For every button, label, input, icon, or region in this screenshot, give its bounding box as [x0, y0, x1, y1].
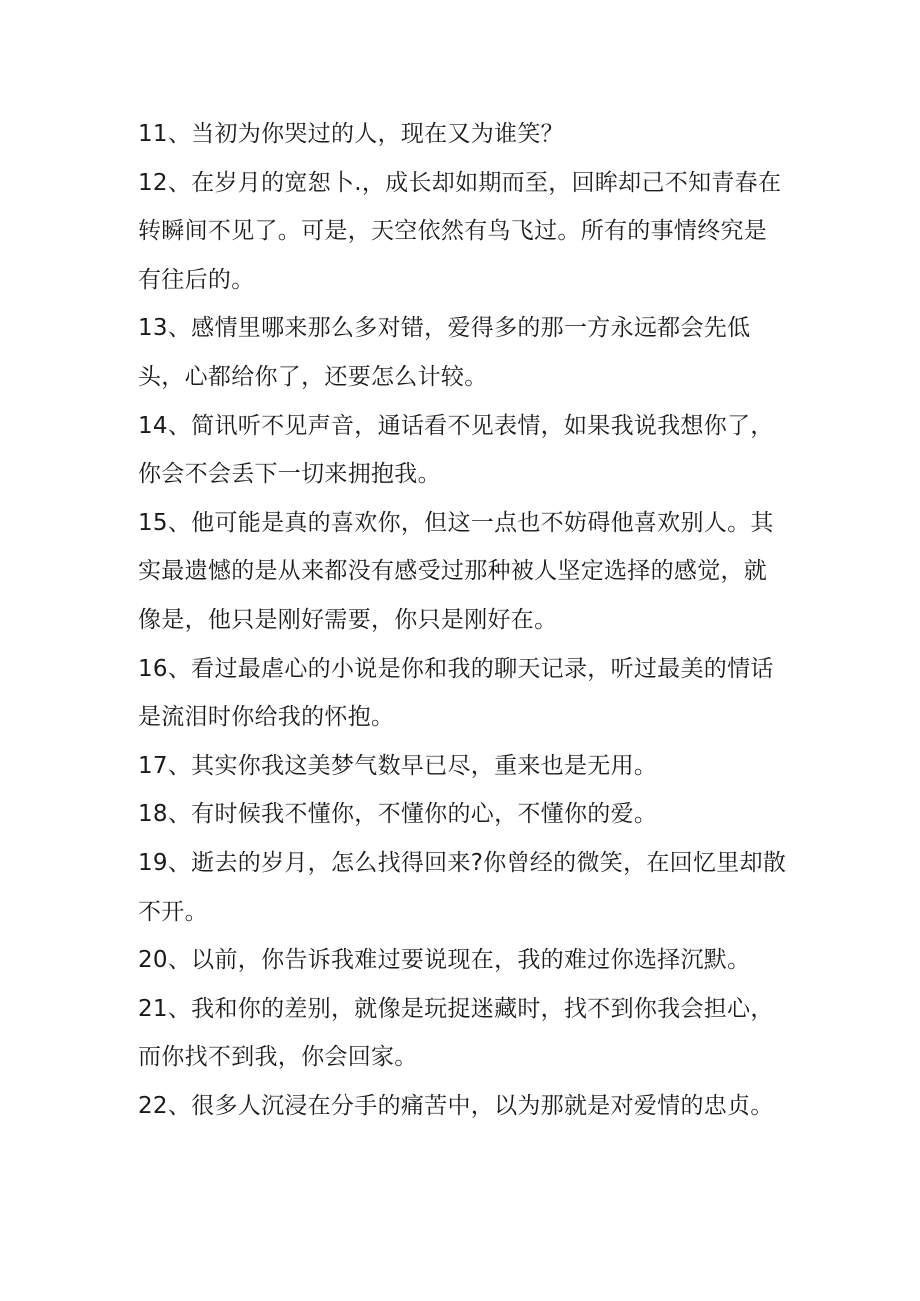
text-line: 而你找不到我，你会回家。 — [138, 1044, 418, 1071]
text-line: 21、我和你的差别，就像是玩捉迷藏时，找不到你我会担心， — [138, 995, 774, 1022]
text-line: 你会不会丢下一切来拥抱我。 — [138, 461, 441, 488]
text-line: 13、感情里哪来那么多对错，爱得多的那一方永远都会先低 — [138, 315, 751, 342]
text-line: 实最遗憾的是从来都没有感受过那种被人坚定选择的感觉，就 — [138, 558, 768, 585]
text-line: 头，心都给你了，还要怎么计较。 — [138, 363, 488, 390]
text-line: 22、很多人沉浸在分手的痛苦中，以为那就是对爱情的忠贞。 — [138, 1092, 774, 1119]
text-line: 11、当初为你哭过的人，现在又为谁笑？ — [138, 121, 564, 147]
text-line: 14、简讯听不见声音，通话看不见表情，如果我说我想你了， — [138, 412, 774, 439]
text-line: 16、看过最虐心的小说是你和我的聊天记录，听过最美的情话 — [138, 655, 774, 682]
text-line: 19、逝去的岁月，怎么找得回来?你曾经的微笑，在回忆里却散 — [138, 849, 787, 876]
text-line: 20、以前，你告诉我难过要说现在，我的难过你选择沉默。 — [138, 947, 751, 974]
text-line: 17、其实你我这美梦气数早已尽，重来也是无用。 — [138, 752, 658, 779]
text-line: 15、他可能是真的喜欢你，但这一点也不妨碍他喜欢别人。其 — [138, 509, 774, 536]
document-body — [138, 113, 798, 1133]
text-line: 不开。 — [138, 898, 208, 925]
text-line: 有往后的。 — [138, 266, 255, 293]
text-line: 是流泪时你给我的怀抱。 — [138, 704, 395, 731]
text-line: 转瞬间不见了。可是，天空依然有鸟飞过。所有的事情终究是 — [138, 218, 768, 245]
text-line: 12、在岁月的宽恕卜.，成长却如期而至，回眸却己不知青春在 — [138, 169, 782, 196]
text-line: 像是，他只是刚好需要，你只是刚好在。 — [138, 606, 558, 633]
text-line: 18、有时候我不懂你，不懂你的心，不懂你的爱。 — [138, 801, 658, 828]
